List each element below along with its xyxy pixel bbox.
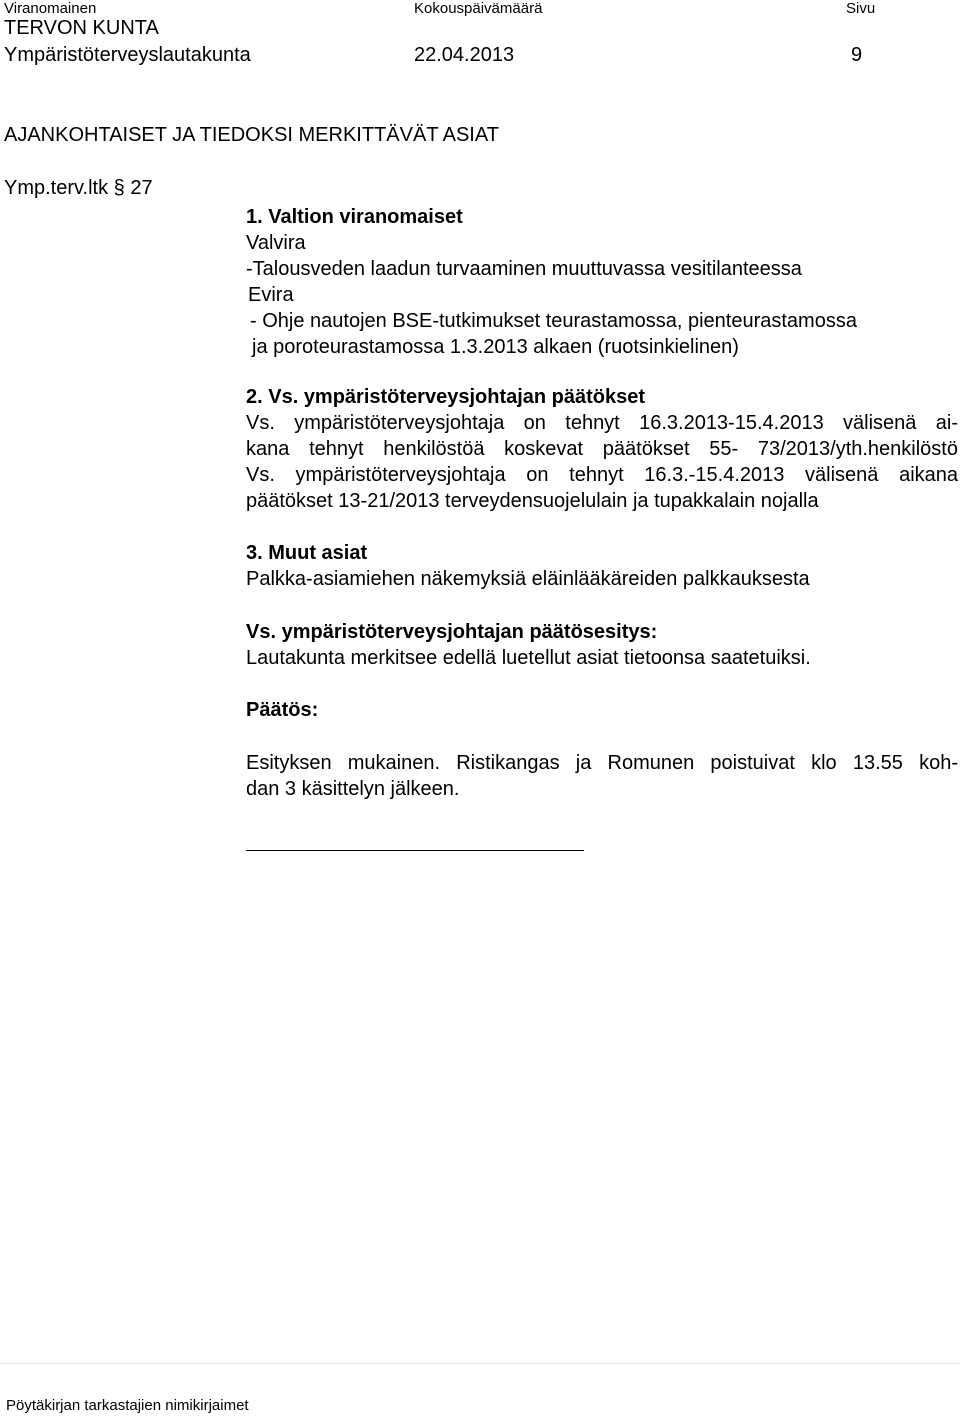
proposal-heading: Vs. ympäristöterveysjohtajan päätösesitys:: [246, 621, 658, 643]
footer-divider: [0, 1363, 960, 1364]
item2-line2: kana tehnyt henkilöstöä koskevat päätökset 55- 73/2013/yth.henkilöstö: [246, 438, 958, 460]
header-meeting-date: 22.04.2013: [414, 44, 515, 66]
item1-heading: 1. Valtion viranomaiset: [246, 206, 463, 228]
header-page-number: 9: [851, 44, 863, 66]
item3-line1: Palkka-asiamiehen näkemyksiä eläinlääkäreiden palkkauksesta: [246, 568, 810, 590]
header-authority-name: Ympäristöterveyslautakunta: [4, 44, 251, 66]
case-reference: [4, 177, 153, 200]
header-org-name: TERVON KUNTA: [4, 17, 159, 39]
item1-line-talousvesi: -Talousveden laadun turvaaminen muuttuvassa vesitilanteessa: [246, 258, 802, 280]
header-page-label: Sivu: [846, 0, 876, 17]
item1-line-valvira: Valvira: [246, 232, 306, 254]
item2-line1: Vs. ympäristöterveysjohtaja on tehnyt 16.3.2013-15.4.2013 välisenä ai-: [246, 412, 958, 434]
item2-heading: 2. Vs. ympäristöterveysjohtajan päätökset: [246, 386, 646, 408]
proposal-text: Lautakunta merkitsee edellä luetellut asiat tietoonsa saatetuiksi.: [246, 647, 811, 669]
decision-line1: Esityksen mukainen. Ristikangas ja Romunen poistuivat klo 13.55 koh-: [246, 752, 958, 774]
section-symbol: §: [113, 177, 125, 199]
item1-line-bse: - Ohje nautojen BSE-tutkimukset teurastamossa, pienteurastamossa: [250, 310, 857, 332]
section-title: AJANKOHTAISET JA TIEDOKSI MERKITTÄVÄT ASIAT: [4, 124, 499, 146]
decision-line2: dan 3 käsittelyn jälkeen.: [246, 778, 460, 800]
decision-heading: Päätös:: [246, 699, 319, 721]
item2-line4: päätökset 13-21/2013 terveydensuojelulain ja tupakkalain nojalla: [246, 490, 819, 512]
case-ref-label: Ymp.terv.ltk: [4, 177, 109, 199]
closing-rule: [246, 850, 584, 851]
header-date-label: Kokouspäivämäärä: [414, 0, 543, 17]
footer-initials-label: Pöytäkirjan tarkastajien nimikirjaimet: [6, 1397, 249, 1414]
header-authority-label: Viranomainen: [4, 0, 97, 17]
case-number: 27: [130, 177, 153, 199]
item2-line3: Vs. ympäristöterveysjohtaja on tehnyt 16.3.-15.4.2013 välisenä aikana: [246, 464, 958, 486]
item3-heading: 3. Muut asiat: [246, 542, 368, 564]
item1-line-evira: Evira: [248, 284, 294, 306]
item1-line-poroteurastamo: ja poroteurastamossa 1.3.2013 alkaen (ruotsinkielinen): [252, 336, 739, 358]
